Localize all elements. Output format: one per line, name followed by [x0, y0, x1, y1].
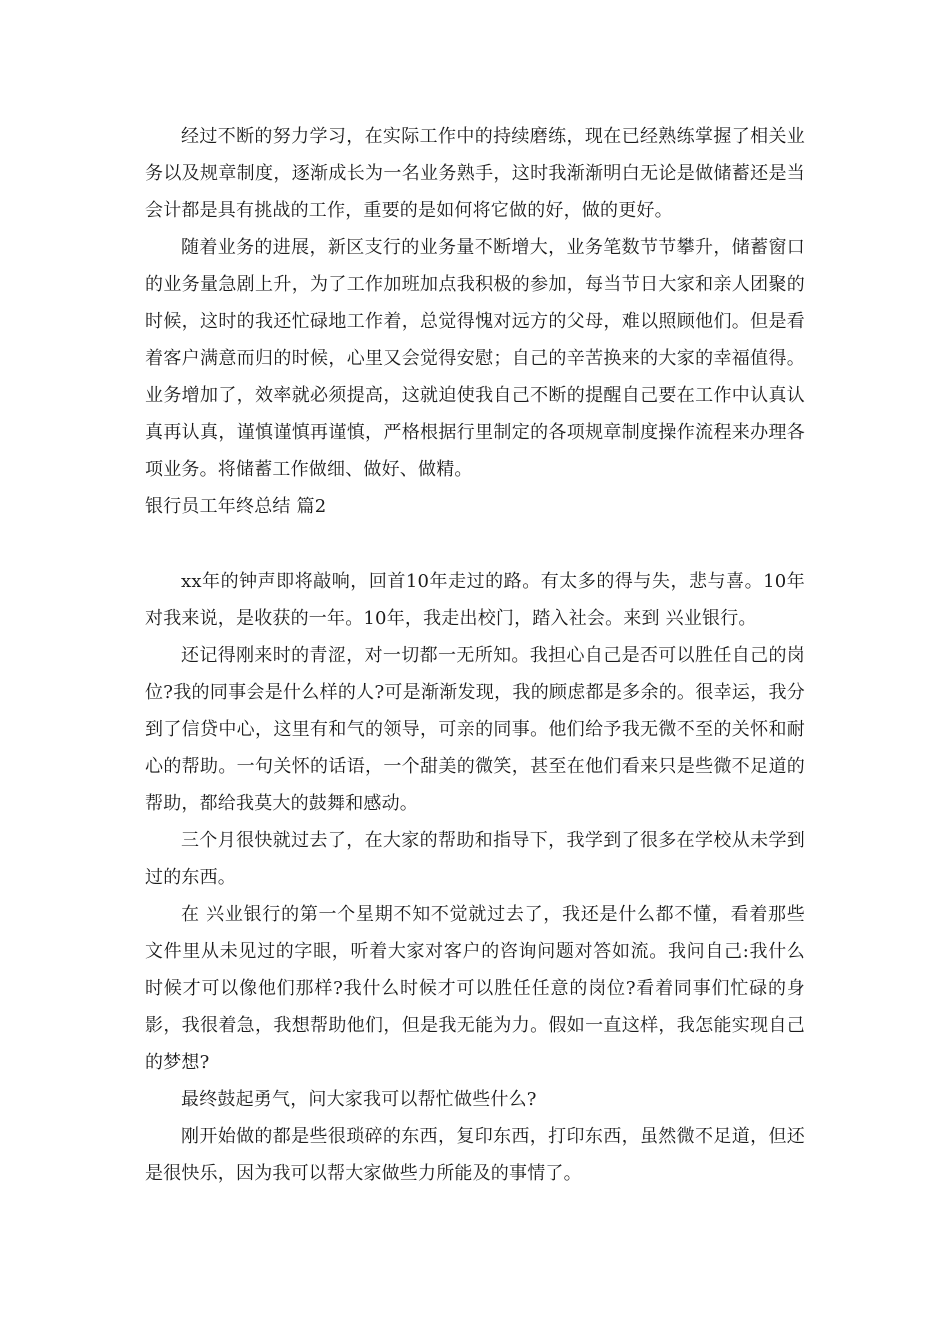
paragraph: 刚开始做的都是些很琐碎的东西，复印东西，打印东西，虽然微不足道，但还是很快乐，因为我可以帮大家做些力所能及的事情了。 — [145, 1126, 805, 1184]
paragraph: 三个月很快就过去了，在大家的帮助和指导下，我学到了很多在学校从未学到过的东西。 — [145, 830, 805, 888]
paragraph: 最终鼓起勇气，问大家我可以帮忙做些什么? — [181, 1089, 537, 1110]
paragraph: 随着业务的进展，新区支行的业务量不断增大，业务笔数节节攀升，储蓄窗口的业务量急剧上升，为了工作加班加点我积极的参加，每当节日大家和亲人团聚的时候，这时的我还忙碌地工作着，总觉得愧对远方的父母，难以照顾他们。但是看着客户满意而归的时候，心里又会觉得安慰；自己的辛苦换来的大家的幸福值得。业务增加了，效率就必须提高，这就迫使我自己不断的提醒自己要在工作中认真认真再认真，谨慎谨慎再谨慎，严格根据行里制定的各项规章制度操作流程来办理各项业务。将储蓄工作做细、做好、做精。 — [145, 237, 805, 480]
paragraph: 还记得刚来时的青涩，对一切都一无所知。我担心自己是否可以胜任自己的岗位?我的同事会是什么样的人?可是渐渐发现，我的顾虑都是多余的。很幸运，我分到了信贷中心，这里有和气的领导，可亲的同事。他们给予我无微不至的关怀和耐心的帮助。一句关怀的话语，一个甜美的微笑，甚至在他们看来只是些微不足道的帮助，都给我莫大的鼓舞和感动。 — [145, 645, 805, 814]
section-heading: 银行员工年终总结 篇2 — [145, 496, 327, 517]
paragraph: xx年的钟声即将敲响，回首10年走过的路。有太多的得与失，悲与喜。10年对我来说，是收获的一年。10年，我走出校门，踏入社会。来到 兴业银行。 — [145, 571, 805, 629]
paragraph: 在 兴业银行的第一个星期不知不觉就过去了，我还是什么都不懂，看着那些文件里从未见过的字眼，听着大家对客户的咨询问题对答如流。我问自己:我什么时候才可以像他们那样?我什么时候才可以胜任任意的岗位?看着同事们忙碌的身影，我很着急，我想帮助他们，但是我无能为力。假如一直这样，我怎能实现自己的梦想? — [145, 904, 805, 1073]
document-body — [145, 118, 805, 1192]
paragraph: 经过不断的努力学习，在实际工作中的持续磨练，现在已经熟练掌握了相关业务以及规章制度，逐渐成长为一名业务熟手，这时我渐渐明白无论是做储蓄还是当会计都是具有挑战的工作，重要的是如何将它做的好，做的更好。 — [145, 126, 805, 221]
